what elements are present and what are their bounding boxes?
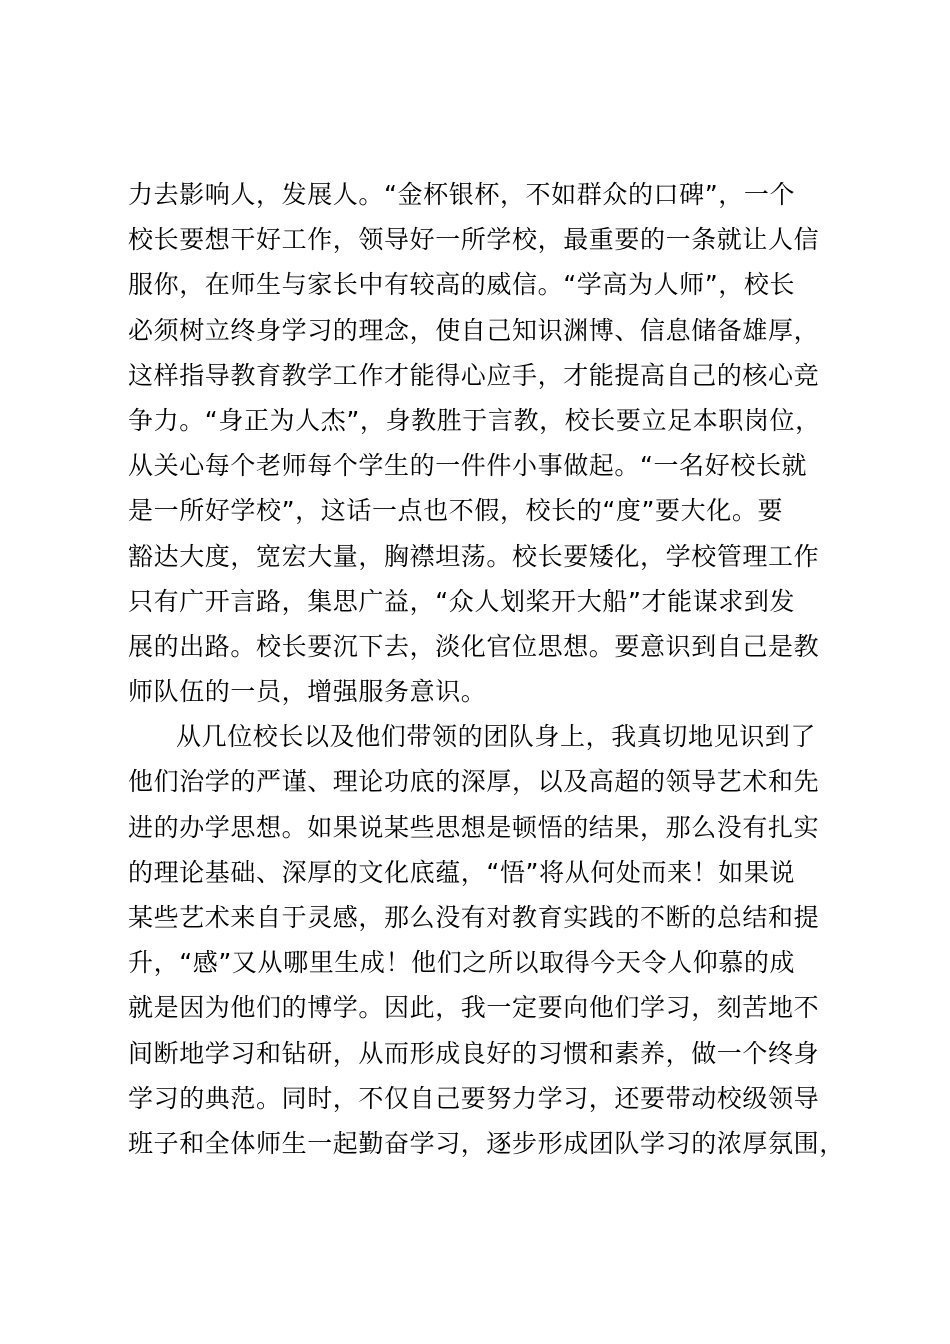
text-line: 是一所好学校”，这话一点也不假，校长的“度”要大化。要 — [128, 496, 784, 526]
paragraph-1 — [128, 172, 850, 714]
text-line: 就是因为他们的博学。因此，我一定要向他们学习，刻苦地不 — [128, 993, 820, 1023]
text-line: 他们治学的严谨、理论功底的深厚，以及高超的领导艺术和先 — [128, 767, 820, 797]
text-line: 这样指导教育教学工作才能得心应手，才能提高自己的核心竞 — [128, 360, 820, 390]
text-line: 豁达大度，宽宏大量，胸襟坦荡。校长要矮化，学校管理工作 — [128, 541, 820, 571]
text-line: 的理论基础、深厚的文化底蕴，“悟”将从何处而来！如果说 — [128, 857, 796, 887]
paragraph-2 — [128, 714, 850, 1166]
text-line: 学习的典范。同时，不仅自己要努力学习，还要带动校级领导 — [128, 1083, 820, 1113]
text-line: 进的办学思想。如果说某些思想是顿悟的结果，那么没有扎实 — [128, 812, 820, 842]
text-line: 师队伍的一员，增强服务意识。 — [128, 677, 487, 707]
text-line: 间断地学习和钻研，从而形成良好的习惯和素养，做一个终身 — [128, 1038, 820, 1068]
text-line: 从关心每个老师每个学生的一件件小事做起。“一名好校长就 — [128, 451, 808, 481]
text-line: 从几位校长以及他们带领的团队身上，我真切地见识到了 — [176, 722, 817, 752]
text-line: 校长要想干好工作，领导好一所学校，最重要的一条就让人信 — [128, 225, 820, 255]
text-line: 只有广开言路，集思广益，“众人划桨开大船”才能谋求到发 — [128, 586, 796, 616]
text-line: 服你，在师生与家长中有较高的威信。“学高为人师”，校长 — [128, 270, 796, 300]
text-line: 争力。“身正为人杰”，身教胜于言教，校长要立足本职岗位， — [128, 405, 821, 435]
text-line: 某些艺术来自于灵感，那么没有对教育实践的不断的总结和提 — [128, 903, 820, 932]
text-line: 展的出路。校长要沉下去，淡化官位思想。要意识到自己是教 — [128, 631, 820, 661]
text-line: 必须树立终身学习的理念，使自己知识渊博、信息储备雄厚， — [128, 315, 820, 345]
text-line: 力去影响人，发展人。“金杯银杯，不如群众的口碑”，一个 — [128, 180, 796, 209]
body-text — [128, 172, 850, 1166]
text-line: 升，“感”又从哪里生成！他们之所以取得今天令人仰慕的成 — [128, 948, 796, 978]
text-line: 班子和全体师生一起勤奋学习，逐步形成团队学习的浓厚氛围， — [128, 1128, 845, 1158]
